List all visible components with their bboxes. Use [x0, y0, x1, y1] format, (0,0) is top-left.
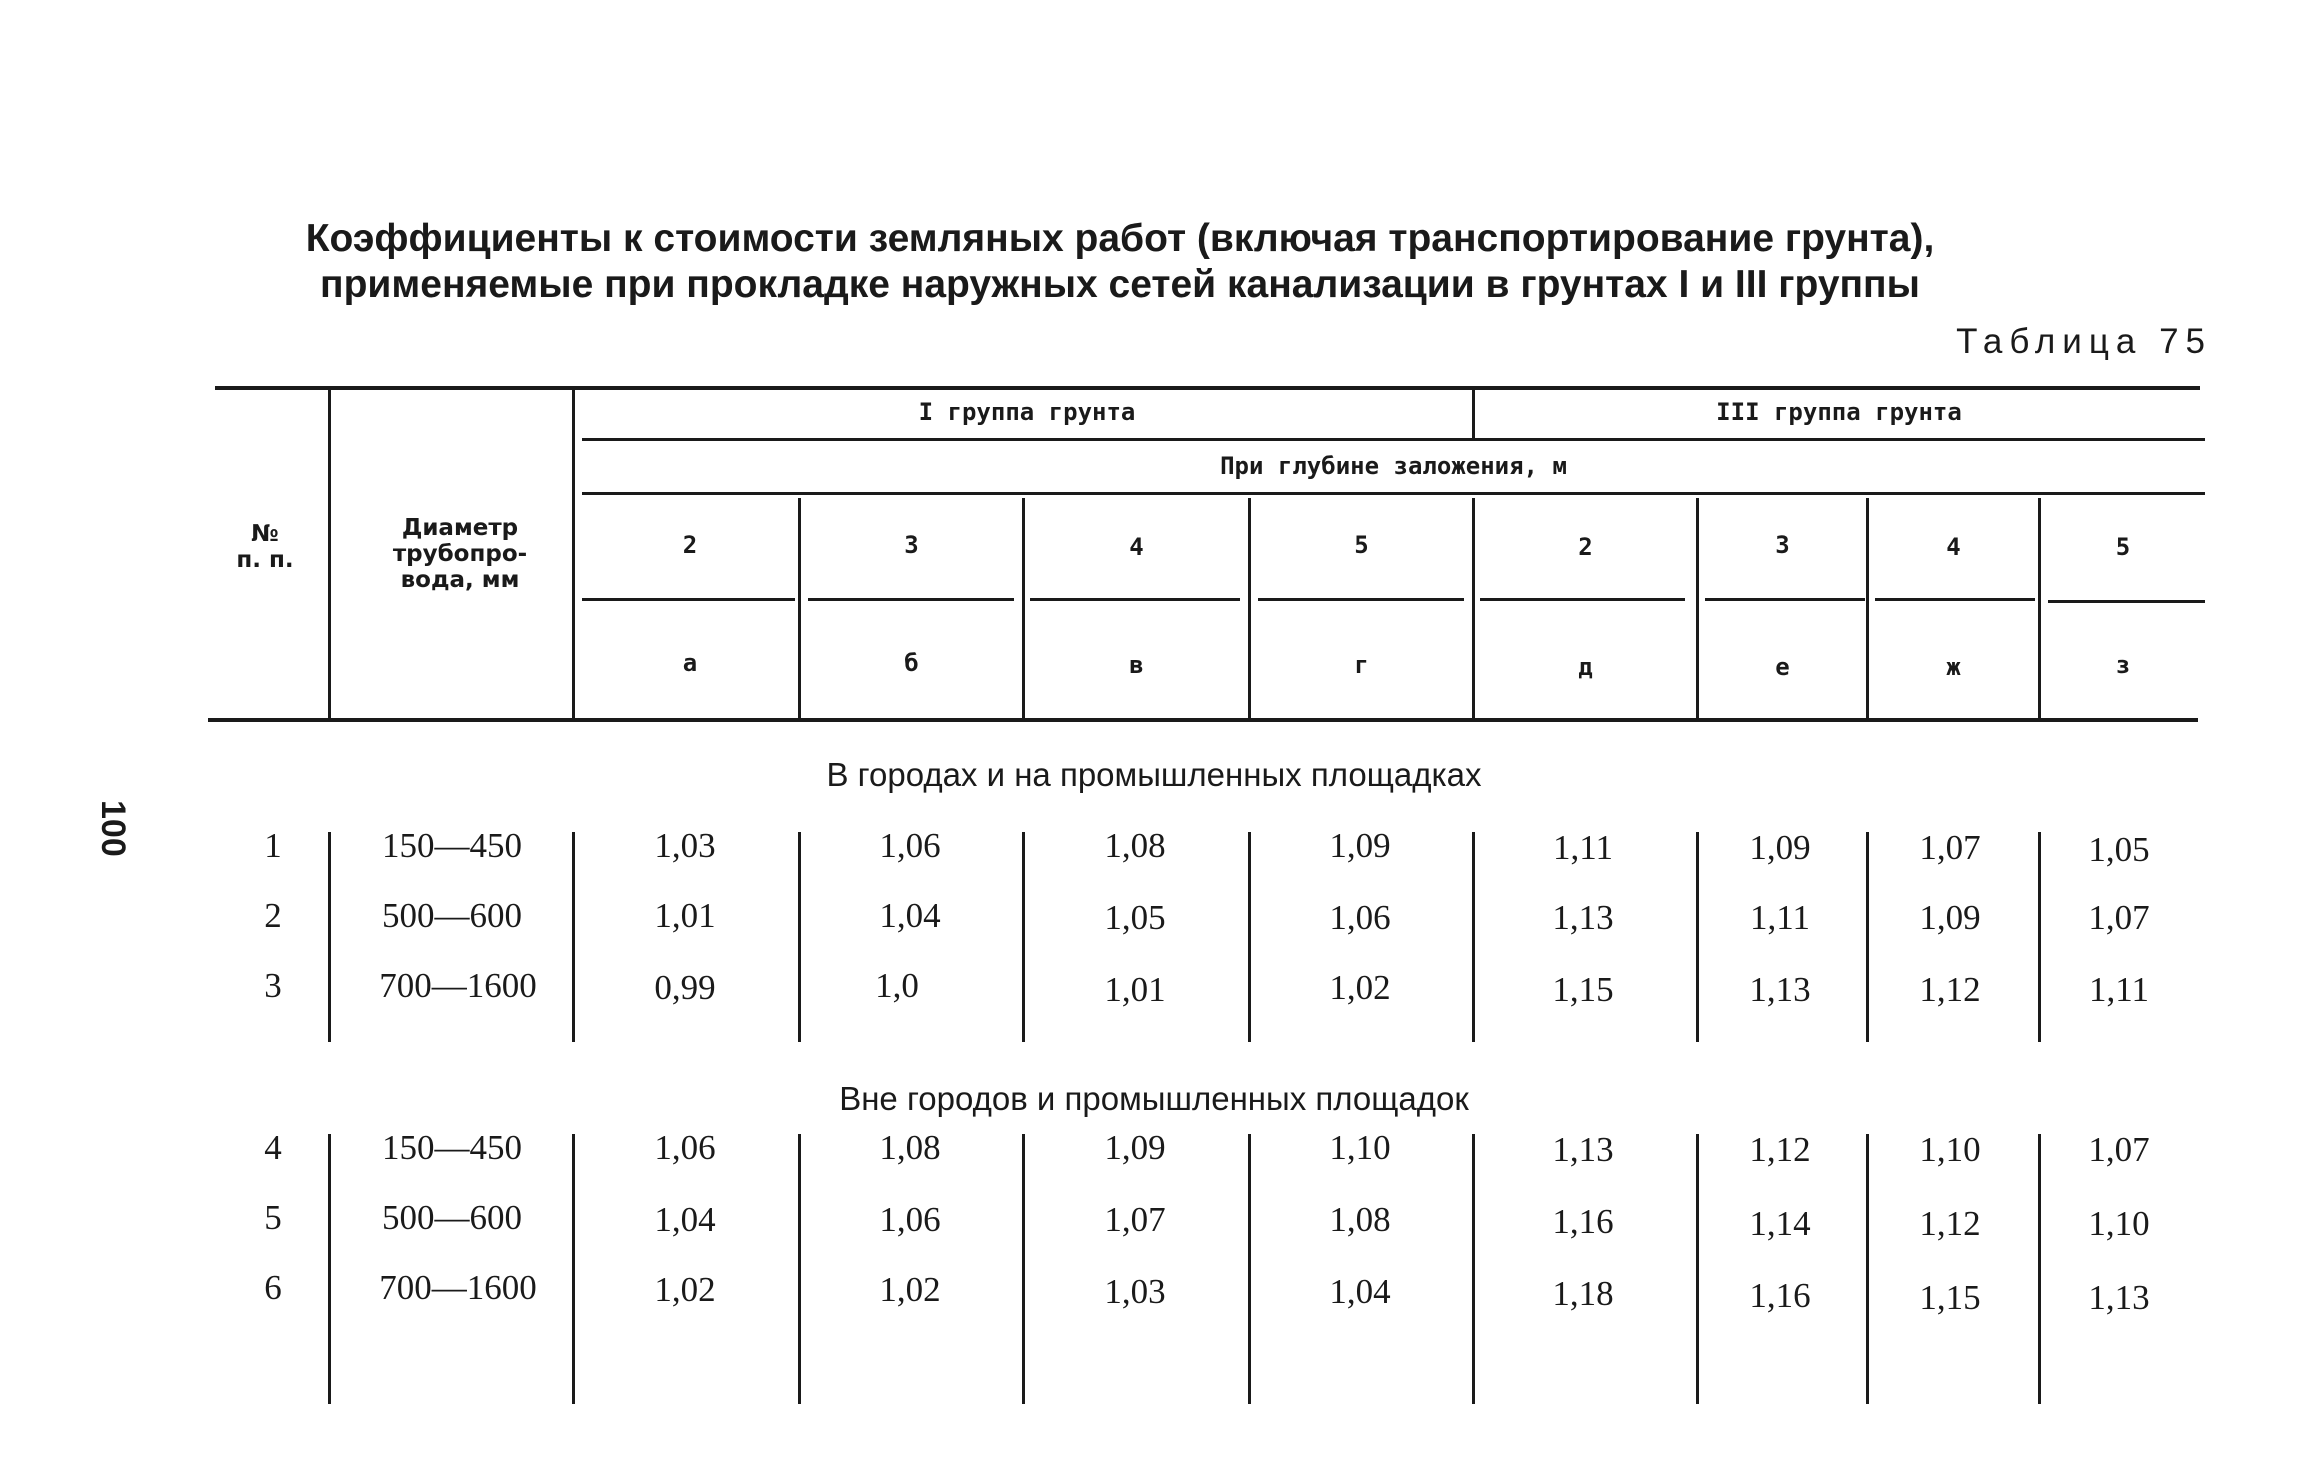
table-title-line-2: применяемые при прокладке наружных сетей канализации в грунтах I и III группы [320, 263, 1920, 306]
depth-rule [582, 492, 2205, 495]
body-col-divider [572, 1134, 575, 1404]
value-cell: 1,09 [1104, 1128, 1166, 1167]
value-cell: 0,99 [654, 968, 716, 1007]
header-group-3: III группа грунта [1716, 398, 1962, 426]
header-num-line-2: п. п. [236, 547, 294, 573]
value-cell: 1,02 [879, 1270, 941, 1309]
body-col-divider [1696, 1134, 1699, 1404]
header-col-divider [328, 390, 331, 718]
value-cell: 1,13 [1552, 898, 1614, 937]
row-number: 3 [264, 966, 282, 1005]
header-column-letter: в [1129, 651, 1144, 679]
body-col-divider [1248, 1134, 1251, 1404]
header-depth-value: 4 [1946, 533, 1961, 561]
value-cell: 1,0 [875, 966, 919, 1005]
header-column-letter: г [1354, 651, 1369, 679]
value-cell: 1,13 [2088, 1278, 2150, 1317]
value-cell: 1,08 [1104, 826, 1166, 865]
value-cell: 1,07 [1919, 828, 1981, 867]
value-cell: 1,06 [1329, 898, 1391, 937]
body-col-divider [2038, 832, 2041, 1042]
header-depth-value: 5 [1354, 531, 1369, 559]
value-cell: 1,04 [1329, 1272, 1391, 1311]
header-column-letter: ж [1946, 653, 1961, 681]
value-cell: 1,01 [654, 896, 716, 935]
row-diameter: 700—1600 [379, 1268, 537, 1307]
value-cell: 1,09 [1749, 828, 1811, 867]
value-cell: 1,16 [1552, 1202, 1614, 1241]
body-col-divider [1022, 1134, 1025, 1404]
header-col-divider [1472, 498, 1475, 718]
table-title-line-1: Коэффициенты к стоимости земляных работ (включая транспортирование грунта), [305, 217, 1935, 260]
value-cell: 1,18 [1552, 1274, 1614, 1313]
value-cell: 1,09 [1329, 826, 1391, 865]
body-col-divider [1866, 832, 1869, 1042]
value-cell: 1,15 [1919, 1278, 1981, 1317]
header-depth-value: 2 [682, 531, 698, 559]
body-col-divider [1696, 832, 1699, 1042]
depth-letter-rule [2048, 600, 2205, 603]
value-cell: 1,04 [879, 896, 941, 935]
header-depth-value: 3 [1775, 531, 1790, 559]
value-cell: 1,07 [1104, 1200, 1166, 1239]
value-cell: 1,14 [1749, 1204, 1811, 1243]
value-cell: 1,11 [2089, 970, 2149, 1009]
row-number: 2 [264, 896, 282, 935]
value-cell: 1,09 [1919, 898, 1981, 937]
row-diameter: 150—450 [382, 1128, 522, 1167]
value-cell: 1,16 [1749, 1276, 1811, 1315]
row-number: 6 [264, 1268, 282, 1307]
body-col-divider [1022, 832, 1025, 1042]
depth-letter-rule [1030, 598, 1240, 601]
value-cell: 1,13 [1749, 970, 1811, 1009]
row-diameter: 500—600 [382, 896, 522, 935]
value-cell: 1,03 [1104, 1272, 1166, 1311]
value-cell: 1,12 [1919, 970, 1981, 1009]
value-cell: 1,03 [654, 826, 716, 865]
depth-letter-rule [1258, 598, 1464, 601]
depth-letter-rule [582, 598, 795, 601]
header-top-rule [215, 386, 2200, 390]
value-cell: 1,04 [654, 1200, 716, 1239]
value-cell: 1,01 [1104, 970, 1166, 1009]
value-cell: 1,06 [879, 1200, 941, 1239]
depth-letter-rule [808, 598, 1014, 601]
header-group-1: I группа грунта [918, 398, 1136, 426]
header-col-divider [2038, 498, 2041, 718]
header-diameter-line-3: вода, мм [400, 567, 520, 593]
header-col-divider [572, 390, 575, 718]
section-title-outside-cities: Вне городов и промышленных площадок [839, 1080, 1469, 1117]
value-cell: 1,10 [1329, 1128, 1391, 1167]
header-column-letter: з [2115, 651, 2131, 679]
value-cell: 1,02 [1329, 968, 1391, 1007]
header-column-letter: е [1775, 653, 1790, 681]
body-col-divider [798, 832, 801, 1042]
value-cell: 1,13 [1552, 1130, 1614, 1169]
row-diameter: 150—450 [382, 826, 522, 865]
header-num-line-1: № [251, 521, 279, 547]
section-title-cities: В городах и на промышленных площадках [826, 756, 1482, 793]
group-rule [582, 438, 2205, 441]
page-number: 100 [94, 800, 132, 857]
header-col-divider [1022, 498, 1025, 718]
value-cell: 1,11 [1750, 898, 1810, 937]
header-column-letter: б [904, 649, 919, 677]
header-depth: При глубине заложения, м [1220, 452, 1567, 480]
header-bottom-rule [208, 718, 2198, 722]
row-diameter: 500—600 [382, 1198, 522, 1237]
header-depth-value: 2 [1578, 533, 1593, 561]
value-cell: 1,02 [654, 1270, 716, 1309]
value-cell: 1,06 [654, 1128, 716, 1167]
value-cell: 1,06 [879, 826, 941, 865]
value-cell: 1,15 [1552, 970, 1614, 1009]
body-col-divider [1472, 1134, 1475, 1404]
value-cell: 1,10 [1919, 1130, 1981, 1169]
depth-letter-rule [1480, 598, 1685, 601]
header-depth-value: 4 [1129, 533, 1144, 561]
value-cell: 1,07 [2088, 1130, 2150, 1169]
table-number-label: Таблица 75 [1956, 322, 2212, 361]
header-diameter-line-2: трубопро- [392, 541, 528, 567]
header-diameter-line-1: Диаметр [401, 515, 519, 541]
value-cell: 1,10 [2088, 1204, 2150, 1243]
row-number: 5 [264, 1198, 282, 1237]
value-cell: 1,08 [1329, 1200, 1391, 1239]
header-depth-value: 3 [904, 531, 919, 559]
body-col-divider [1248, 832, 1251, 1042]
body-col-divider [798, 1134, 801, 1404]
body-col-divider [1472, 832, 1475, 1042]
depth-letter-rule [1705, 598, 1865, 601]
row-number: 4 [264, 1128, 282, 1167]
value-cell: 1,11 [1553, 828, 1613, 867]
value-cell: 1,12 [1919, 1204, 1981, 1243]
value-cell: 1,08 [879, 1128, 941, 1167]
value-cell: 1,07 [2088, 898, 2150, 937]
header-column-letter: д [1578, 653, 1593, 681]
body-col-divider [2038, 1134, 2041, 1404]
value-cell: 1,12 [1749, 1130, 1811, 1169]
header-depth-value: 5 [2115, 533, 2131, 561]
depth-letter-rule [1875, 598, 2035, 601]
body-col-divider [572, 832, 575, 1042]
body-col-divider [328, 832, 331, 1042]
body-col-divider [1866, 1134, 1869, 1404]
header-col-divider [1866, 498, 1869, 718]
value-cell: 1,05 [2088, 830, 2150, 869]
row-diameter: 700—1600 [379, 966, 537, 1005]
body-col-divider [328, 1134, 331, 1404]
value-cell: 1,05 [1104, 898, 1166, 937]
header-column-letter: а [682, 649, 698, 677]
row-number: 1 [264, 826, 282, 865]
